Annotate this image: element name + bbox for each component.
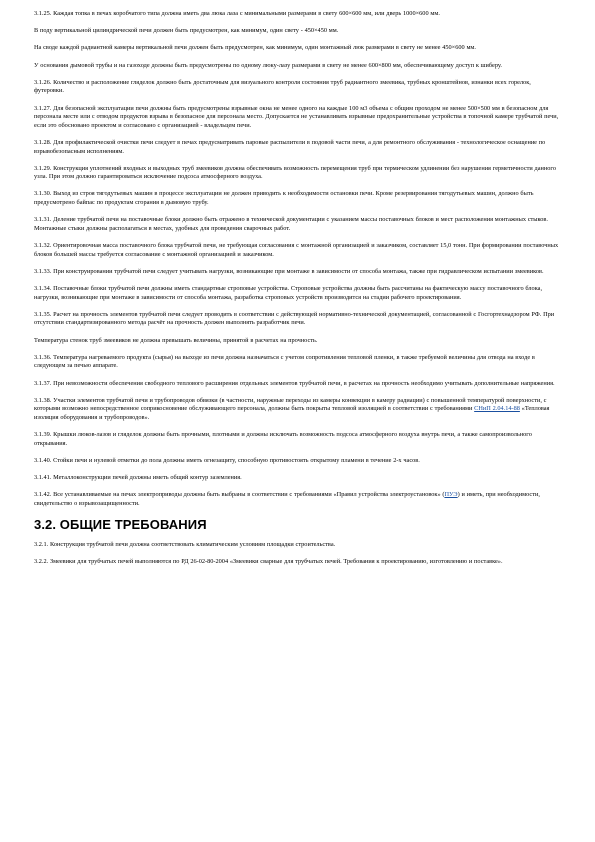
- paragraph-3-1-38-text: 3.1.38. Участки элементов трубчатой печи и трубопроводов обвязки (в частности, наружные переходы из камеры конвекции в камеру радиации) с повышенной температурой поверхности, с которыми возможно непосредственное соприкосновение обслуживающего персонала, должны быть покрыты тепловой изоляцией в соответствии с требованиями: [34, 396, 547, 413]
- paragraph-chimney-hatch: У основания дымовой трубы и на газоходе должны быть предусмотрены по одному люку-лазу размерами в свету не менее 600×800 мм, обеспечивающему доступ к шиберу.: [34, 61, 502, 69]
- paragraph-3-1-42-text: 3.1.42. Все устанавливаемые на печах электроприводы должны быть выбраны в соответствии с требованиями «Правил устройства электроустановок»: [34, 491, 441, 499]
- paragraph-roof-hatch: На своде каждой радиантной камеры вертикальной печи должен быть предусмотрен, как минимум, один монтажный люк размерами в свету не менее 450×600 мм.: [34, 44, 476, 52]
- paragraph-3-1-40: 3.1.40. Стойки печи и нулевой отметки до пола должны иметь огнезащиту, способную противостоять открытому пламени в течение 2-х часов.: [34, 456, 420, 464]
- paragraph-3-1-42-tail: ) и иметь, при необходимости, свидетельство о взрывозащищенности.: [34, 491, 540, 507]
- document-page: [34, 10, 562, 575]
- section-heading: 3.2. ОБЩИЕ ТРЕБОВАНИЯ: [34, 517, 207, 533]
- paragraph-3-1-42-open: (: [440, 491, 445, 499]
- paragraph-3-2-2: 3.2.2. Змеевики для трубчатых печей выполняются по РД 26-02-80-2004 «Змеевики сварные для трубчатых печей. Требования к проектированию, изготовлению и поставке».: [34, 558, 503, 566]
- paragraph-3-1-35: 3.1.35. Расчет на прочность элементов трубчатой печи следует проводить в соответствии с действующей нормативно-технической документацией, согласованной с Госгортехнадзором РФ. При отсутствии стандартизированного метода расчёт на прочность должен выполнять разработчик печи.: [34, 310, 555, 327]
- paragraph-3-1-38: [34, 397, 562, 423]
- paragraph-3-1-26: 3.1.26. Количество и расположение гляделок должно быть достаточным для визуального контроля состояния труб радиантного змеевика, трубных кронштейнов, изнанки всех горелок, футеровки.: [34, 78, 531, 95]
- paragraph-3-1-30: 3.1.30. Выход из строя тягодутьевых машин в процессе эксплуатации не должен приводить к необходимости остановки печи. Кроме резервирования тягодутьевых машин, должно быть предусмотрено байпас по продуктам сгорания в дымовую трубу.: [34, 190, 534, 207]
- paragraph-3-1-32: 3.1.32. Ориентировочная масса поставочного блока трубчатой печи, не требующая согласования с монтажной организацией и заказчиком, составляет 15,0 тонн. При формировании поставочных блоков большей массы требуется согласование с монтажной организацией и заказчиком.: [34, 242, 559, 258]
- paragraph-3-1-28: 3.1.28. Для профилактической очистки печи следует в печах предусматривать паровые распылители в подовой части печи, а для ремонтного обслуживания - технологическое оснащение по взрывобезопасным исполнениям.: [34, 138, 546, 155]
- pue-link[interactable]: ПУЭ: [444, 491, 458, 499]
- paragraph-bottom-hatch: В поду вертикальной цилиндрической печи должен быть предусмотрен, как минимум, один свету - 450×450 мм.: [34, 27, 339, 35]
- paragraph-3-1-37: 3.1.37. При невозможности обеспечения свободного теплового расширения отдельных элементов трубчатой печи, в расчетах на прочность необходимо учитывать дополнительные напряжения.: [34, 379, 555, 387]
- snip-link[interactable]: СНиП 2.04.14-88: [474, 405, 520, 413]
- paragraph-3-1-33: 3.1.33. При конструировании трубчатой печи следует учитывать нагрузки, возникающие при монтаже в зависимости от способа монтажа, также при гидравлическом испытании змеевиков.: [34, 267, 544, 275]
- paragraph-3-2-1: 3.2.1. Конструкция трубчатой печи должна соответствовать климатическим условиям площадки строительства.: [34, 541, 336, 549]
- paragraph-3-1-38-tail: «Тепловая изоляция оборудования и трубопроводов».: [34, 405, 550, 421]
- paragraph-3-1-36: 3.1.36. Температура нагреваемого продукта (сырья) на выходе из печи должна назначаться с учетом сопротивления тепловой пленки, в также требуемой величины для отвода на входе в следующем за печью аппарате.: [34, 353, 535, 370]
- paragraph-3-1-29: 3.1.29. Конструкция уплотнений входных и выходных труб змеевиков должна обеспечивать возможность перемещения труб при термическом удлинении без нарушения герметичности данного узла. При этом должно гарантироваться исключение подсоса атмосферного воздуха.: [34, 164, 556, 181]
- paragraph-3-1-25: 3.1.25. Каждая топка в печах коробчатого типа должна иметь два люка лаза с минимальными размерами в свету 600×600 мм, или дверь 1000×600 мм.: [34, 10, 440, 17]
- paragraph-3-1-42: [34, 491, 562, 508]
- paragraph-tube-temperature: Температура стенок труб змеевиков не должна превышать величины, принятой в расчетах на прочность.: [34, 336, 318, 344]
- paragraph-3-1-41: 3.1.41. Металлоконструкции печей должны иметь общий контур заземления.: [34, 474, 242, 482]
- paragraph-3-1-34: 3.1.34. Поставочные блоки трубчатой печи должны иметь стандартные строповые устройства. Строповые устройства должны быть рассчитаны на фактическую массу поставочного блока, нагрузки, возникающие при монтаже в зависимости от способа монтажа, разработка строповых устройств производится на стадии рабочего проектирования.: [34, 285, 543, 301]
- paragraph-3-1-27: 3.1.27. Для безопасной эксплуатации печи должны быть предусмотрены взрывные окна не менее одного на каждые 100 м3 объема с общим проходом не менее 500×500 мм в безопасном для персонала месте или с отводом продуктов взрыва в безопасное для персонала место. Допускается не устанавливать взрывные предохранительные устройства в топочной камере трубчатой печи, если это обосновано проектом и согласовано с организацией - владельцем печи.: [34, 104, 559, 129]
- paragraph-3-1-31: 3.1.31. Деление трубчатой печи на поставочные блоки должно быть отражено в технической документации с указанием массы поставочных блоков и мест расположения монтажных стыков. Монтажные стыки должны располагаться в местах, удобных для проведения сварочных работ.: [34, 216, 548, 232]
- paragraph-3-1-39: 3.1.39. Крышки люков-лазов и гляделок должны быть прочными, плотными и должны исключать возможность подсоса атмосферного воздуха внутрь печи, а также самопроизвольного открывания.: [34, 431, 532, 447]
